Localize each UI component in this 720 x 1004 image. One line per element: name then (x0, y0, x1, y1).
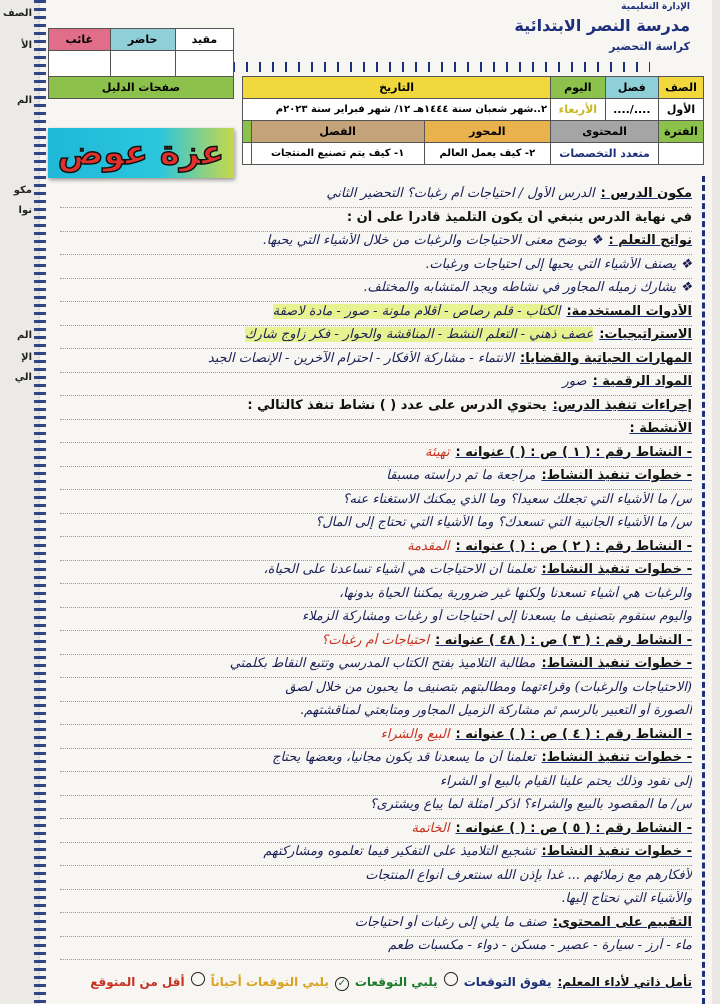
reflection-radio-checked[interactable]: ✓ (335, 977, 349, 991)
reflection-option: يلبي التوقعات (354, 975, 438, 989)
chapter-header: الفصل (251, 121, 424, 143)
line-label: مكون الدرس : (600, 186, 692, 201)
reflection-radio[interactable] (444, 972, 458, 986)
line-text: في نهاية الدرس ينبغي أن يكون التلميذ قادراً على أن : (346, 209, 692, 225)
line-text: ❖ يصنف الأشياء التي يحبها إلى احتياجات ورغبات. (425, 256, 692, 272)
chapter-value: ١- كيف يتم تصنيع المنتجات (251, 143, 424, 165)
line-text: والأشياء التي نحتاج إليها. (561, 891, 692, 906)
reflection-option: يفوق التوقعات (463, 975, 552, 989)
line-label: - النشاط رقم : ( ٥ ) ص : ( ) عنوانه : (455, 820, 692, 836)
left-page-margin (0, 0, 34, 1004)
lesson-line (60, 727, 692, 749)
lesson-line (60, 797, 692, 819)
lesson-line (60, 844, 692, 866)
line-text: الصورة أو التعبير بالرسم ثم مشاركة الزميل المجاور ومتابعتي لمناقشتهم. (299, 703, 692, 718)
date-value: ٢..شهر شعبان سنة ١٤٤٤هـ ١٢/ شهر فبراير سنة ٢٠٢٣م (243, 99, 551, 121)
line-label: - النشاط رقم : ( ٤ ) ص : ( ) عنوانه : (455, 726, 692, 742)
lesson-line (60, 656, 692, 678)
lesson-line (60, 280, 692, 302)
line-label: الأنشطة : (629, 421, 692, 436)
absent-label: غائب (49, 29, 111, 51)
line-text: تشجيع التلاميذ على التفكير فيما تعلموه ومشاركتهم (263, 844, 536, 859)
margin-text: الم (16, 330, 32, 341)
line-text: (الاحتياجات والرغبات) وقراءتهما ومطالبتهم بتصنيف ما يحبون من خلال لصق (285, 679, 692, 695)
line-text: صنف ما يلي إلى رغبات أو احتياجات (354, 914, 547, 930)
line-text: الانتماء - مشاركة الأفكار - احترام الآخرين - الإنصات الجيد (207, 350, 515, 366)
day-value: الأربعاء (551, 99, 606, 121)
lesson-line (60, 210, 692, 232)
registered-label: مقيد (175, 29, 233, 51)
line-text: ماء - أرز - سيارة - عصير - مسكن - دواء - مكسبات طعم (388, 938, 692, 953)
line-text: إلى نقود وذلك يحتم علينا القيام بالبيع أو الشراء (440, 773, 692, 789)
lesson-line (60, 421, 692, 443)
reflection-option: يلبي التوقعات أحياناً (210, 975, 329, 989)
margin-text: الأ (21, 40, 32, 51)
activity-title: تهيئة (425, 444, 450, 460)
line-text: مراجعة ما تم دراسته مسبقاً (386, 468, 536, 483)
lesson-line (60, 327, 692, 349)
activity-title: احتياجات أم رغبات؟ (321, 632, 430, 648)
notebook-title: كراسة التحضير (609, 40, 690, 53)
margin-text: الصف (3, 8, 32, 19)
line-label: إجراءات تنفيذ الدرس: (552, 397, 692, 413)
lesson-line (60, 915, 692, 937)
lesson-line (60, 938, 692, 960)
axis-value: ٢- كيف يعمل العالم (424, 143, 551, 165)
lesson-line (60, 774, 692, 796)
lesson-line (60, 891, 692, 913)
watermark-sticker (48, 128, 234, 178)
lesson-line (60, 868, 692, 890)
lesson-line (60, 398, 692, 420)
lesson-line (60, 821, 692, 843)
lesson-line (60, 257, 692, 279)
activity-title: البيع والشراء (380, 726, 450, 742)
grade-value: الأول (659, 99, 704, 121)
content-value: متعدد التخصصات (551, 143, 659, 165)
lesson-line (60, 586, 692, 608)
reflection-radio[interactable] (191, 972, 205, 986)
lesson-line (60, 304, 692, 326)
admin-name: الإدارة التعليمية (621, 2, 690, 12)
activity-title: الخاتمة (411, 820, 450, 836)
reflection-option: أقل من المتوقع (90, 975, 185, 989)
date-header: التاريخ (243, 77, 551, 99)
line-text: عصف ذهني - التعلم النشط - المناقشة والحوار - فكر زاوج شارك (244, 327, 594, 342)
notebook-spiral (34, 0, 46, 1004)
lesson-line (60, 562, 692, 584)
period-header: الفترة (659, 121, 704, 143)
grade-header: الصف (659, 77, 704, 99)
line-label: نواتج التعلم : (608, 233, 692, 248)
lesson-line (60, 515, 692, 537)
content-header: المحتوى (551, 121, 659, 143)
line-label: - خطوات تنفيذ النشاط: (541, 844, 692, 859)
decorative-border (702, 176, 712, 1004)
watermark-text: عزة عوض (57, 133, 225, 173)
lesson-line (60, 633, 692, 655)
line-label: - خطوات تنفيذ النشاط: (541, 562, 692, 577)
lesson-line (60, 703, 692, 725)
line-text: لأفكارهم مع زملائهم ... غداً بإذن الله سنتعرف أنواع المنتجات (365, 867, 692, 883)
lesson-line (60, 445, 692, 467)
line-text: س/ ما المقصود بالبيع والشراء؟ اذكر أمثلة لما يباع ويشترى؟ (369, 797, 692, 812)
line-text: الكتاب - قلم رصاص - أقلام ملونة - صور - مادة لاصقة (272, 303, 561, 319)
line-label: المهارات الحياتية والقضايا: (520, 350, 692, 366)
line-label: الاستراتيجيات: (599, 327, 692, 342)
guide-pages-label: صفحات الدليل (49, 77, 234, 99)
lesson-line (60, 750, 692, 772)
line-text: س/ ما الأشياء التي تجعلك سعيداً؟ وما الذي يمكنك الاستغناء عنه؟ (342, 491, 692, 507)
line-label: - خطوات تنفيذ النشاط: (541, 468, 692, 483)
line-label: - النشاط رقم : ( ١ ) ص : ( ) عنوانه : (455, 444, 692, 460)
line-text: مطالبة التلاميذ بفتح الكتاب المدرسي وتتبع النقاط بكلمتي (229, 656, 536, 671)
activity-title: المقدمة (407, 538, 450, 554)
line-text: صور (562, 374, 587, 389)
class-value: ..../.... (605, 99, 658, 121)
line-text: يحتوي الدرس على عدد ( ) نشاط تنفذ كالتالي : (247, 397, 547, 413)
line-label: - النشاط رقم : ( ٢ ) ص : ( ) عنوانه : (455, 538, 692, 554)
line-label: - خطوات تنفيذ النشاط: (541, 750, 692, 765)
margin-text: الإ (21, 352, 32, 363)
line-text: تعلمنا أن الاحتياجات هي أشياء تساعدنا على الحياة، (263, 562, 536, 577)
lesson-line (60, 609, 692, 631)
attendance-table (48, 28, 234, 99)
margin-text: مكو (13, 185, 32, 196)
lesson-line (60, 492, 692, 514)
lesson-line (60, 233, 692, 255)
teacher-reflection (60, 972, 692, 994)
line-text: س/ ما الأشياء الجانبية التي تسعدك؟ وما الأشياء التي تحتاج إلى المال؟ (315, 515, 692, 530)
line-text: واليوم سنقوم بتصنيف ما يسعدنا إلى احتياجات أو رغبات ومشاركة الزملاء (302, 609, 692, 624)
lesson-line (60, 680, 692, 702)
lesson-line (60, 186, 692, 208)
line-text: الدرس الأول / احتياجات أم رغبات؟ التحضير الثاني (326, 186, 595, 201)
margin-text: الي (14, 372, 32, 383)
line-label: التقييم على المحتوى: (552, 914, 692, 930)
school-name: مدرسة النصر الابتدائية (514, 16, 690, 35)
line-text: تعلمنا أن ما يسعدنا قد يكون مجانياً، وبعضها يحتاج (272, 750, 536, 765)
line-text: والرغبات هي أشياء تسعدنا ولكنها غير ضرورية يمكننا الحياة بدونها، (338, 585, 692, 601)
lesson-line (60, 539, 692, 561)
line-label: - النشاط رقم : ( ٣ ) ص : ( ٤٨ ) عنوانه : (435, 632, 692, 648)
line-label: الأدوات المستخدمة: (566, 303, 692, 319)
lesson-line (60, 351, 692, 373)
day-header: اليوم (551, 77, 606, 99)
class-header: فصل (605, 77, 658, 99)
margin-text: الم (16, 95, 32, 106)
lesson-line (60, 374, 692, 396)
line-text: ❖ يشارك زميله المجاور في نشاطه ويجد المتشابه والمختلف. (363, 280, 692, 295)
margin-text: نوا (18, 205, 32, 216)
present-label: حاضر (110, 29, 175, 51)
reflection-label: تأمل ذاتي لأداء المعلم: (557, 975, 692, 989)
line-label: المواد الرقمية : (592, 374, 692, 389)
axis-header: المحور (424, 121, 551, 143)
line-label: - خطوات تنفيذ النشاط: (541, 656, 692, 671)
line-text: ❖ يوضح معنى الاحتياجات والرغبات من خلال الأشياء التي يحبها. (262, 233, 603, 248)
lesson-info-table (242, 76, 704, 165)
lesson-line (60, 468, 692, 490)
